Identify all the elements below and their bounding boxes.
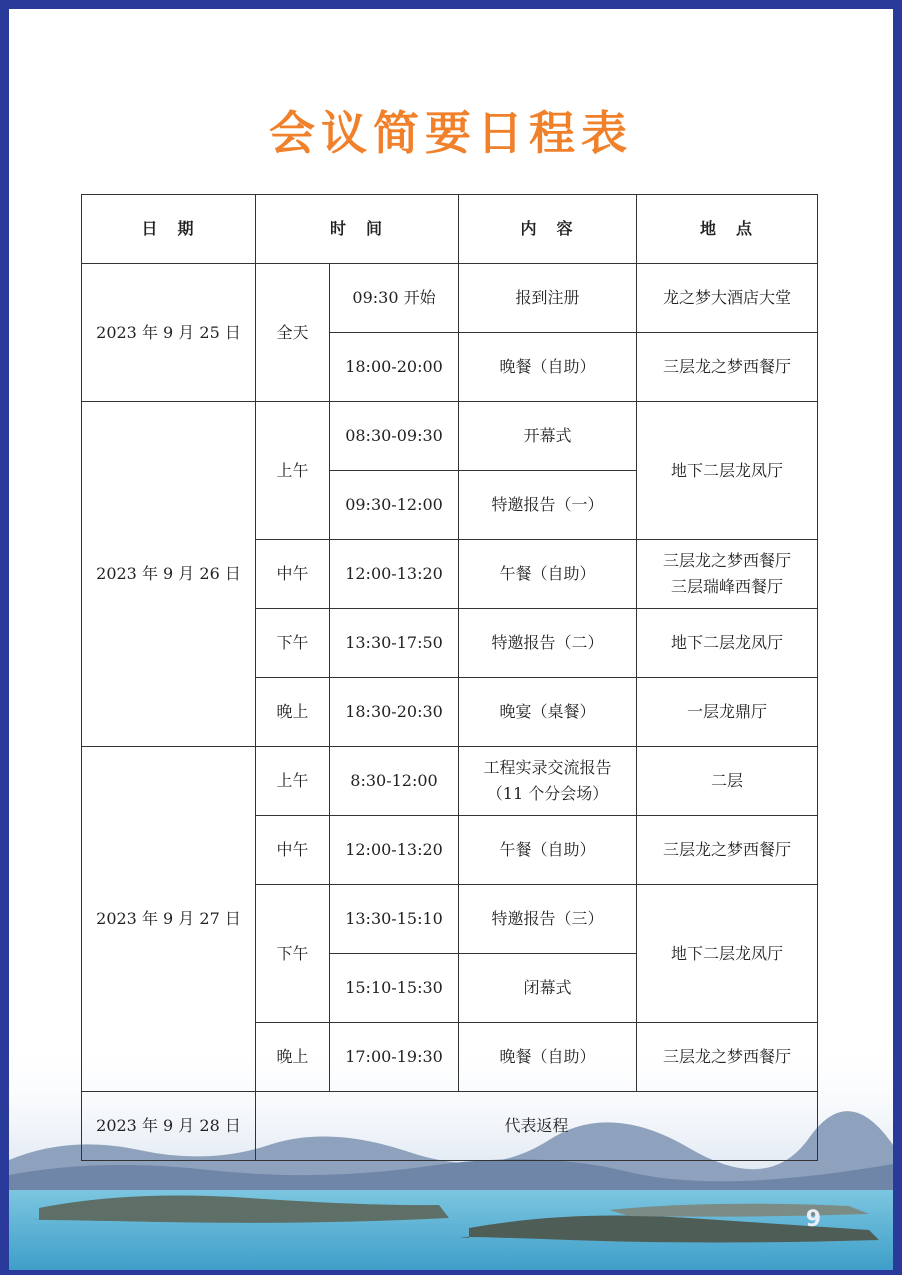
content-cell: 代表返程 <box>256 1092 818 1161</box>
page-number: 9 <box>805 1207 821 1232</box>
table-header-row <box>82 195 818 264</box>
time-cell: 13:30-17:50 <box>330 609 459 678</box>
content-cell: 晚餐（自助） <box>459 1023 637 1092</box>
time-cell: 17:00-19:30 <box>330 1023 459 1092</box>
content-cell: 开幕式 <box>459 402 637 471</box>
time-cell: 8:30-12:00 <box>330 747 459 816</box>
schedule-table <box>81 194 818 1161</box>
time-cell: 13:30-15:10 <box>330 885 459 954</box>
venue-cell: 地下二层龙凤厅 <box>637 609 818 678</box>
period-cell: 上午 <box>256 747 330 816</box>
venue-cell: 三层龙之梦西餐厅 <box>637 1023 818 1092</box>
date-cell: 2023 年 9 月 25 日 <box>82 264 256 402</box>
period-cell: 晚上 <box>256 1023 330 1092</box>
time-cell: 09:30 开始 <box>330 264 459 333</box>
header-time: 时 间 <box>256 195 459 264</box>
venue-cell <box>637 540 818 609</box>
content-cell: 闭幕式 <box>459 954 637 1023</box>
time-cell: 18:00-20:00 <box>330 333 459 402</box>
header-date: 日 期 <box>82 195 256 264</box>
venue-cell: 地下二层龙凤厅 <box>637 402 818 540</box>
venue-cell: 三层龙之梦西餐厅 <box>637 816 818 885</box>
venue-cell: 一层龙鼎厅 <box>637 678 818 747</box>
content-cell: 特邀报告（三） <box>459 885 637 954</box>
period-cell: 晚上 <box>256 678 330 747</box>
period-cell: 下午 <box>256 609 330 678</box>
content-cell: 特邀报告（一） <box>459 471 637 540</box>
period-cell: 中午 <box>256 540 330 609</box>
content-line: 工程实录交流报告 <box>483 758 612 777</box>
time-cell: 08:30-09:30 <box>330 402 459 471</box>
venue-cell: 地下二层龙凤厅 <box>637 885 818 1023</box>
table-row <box>82 747 818 816</box>
period-cell: 中午 <box>256 816 330 885</box>
date-cell: 2023 年 9 月 27 日 <box>82 747 256 1092</box>
content-cell <box>459 747 637 816</box>
period-cell: 全天 <box>256 264 330 402</box>
content-cell: 晚宴（桌餐） <box>459 678 637 747</box>
table-row <box>82 264 818 333</box>
venue-line: 三层龙之梦西餐厅 <box>663 551 792 570</box>
table-row <box>82 402 818 471</box>
time-cell: 18:30-20:30 <box>330 678 459 747</box>
period-cell: 下午 <box>256 885 330 1023</box>
time-cell: 09:30-12:00 <box>330 471 459 540</box>
venue-cell: 二层 <box>637 747 818 816</box>
content-cell: 晚餐（自助） <box>459 333 637 402</box>
venue-line: 三层瑞峰西餐厅 <box>671 577 784 596</box>
content-line: （11 个分会场） <box>486 784 609 803</box>
period-cell: 上午 <box>256 402 330 540</box>
date-cell: 2023 年 9 月 26 日 <box>82 402 256 747</box>
venue-cell: 龙之梦大酒店大堂 <box>637 264 818 333</box>
venue-cell: 三层龙之梦西餐厅 <box>637 333 818 402</box>
content-cell: 报到注册 <box>459 264 637 333</box>
content-cell: 特邀报告（二） <box>459 609 637 678</box>
content-cell: 午餐（自助） <box>459 540 637 609</box>
time-cell: 15:10-15:30 <box>330 954 459 1023</box>
header-content: 内 容 <box>459 195 637 264</box>
table-row <box>82 1092 818 1161</box>
page-title: 会议简要日程表 <box>269 106 633 160</box>
time-cell: 12:00-13:20 <box>330 540 459 609</box>
time-cell: 12:00-13:20 <box>330 816 459 885</box>
header-venue: 地 点 <box>637 195 818 264</box>
date-cell: 2023 年 9 月 28 日 <box>82 1092 256 1161</box>
content-cell: 午餐（自助） <box>459 816 637 885</box>
